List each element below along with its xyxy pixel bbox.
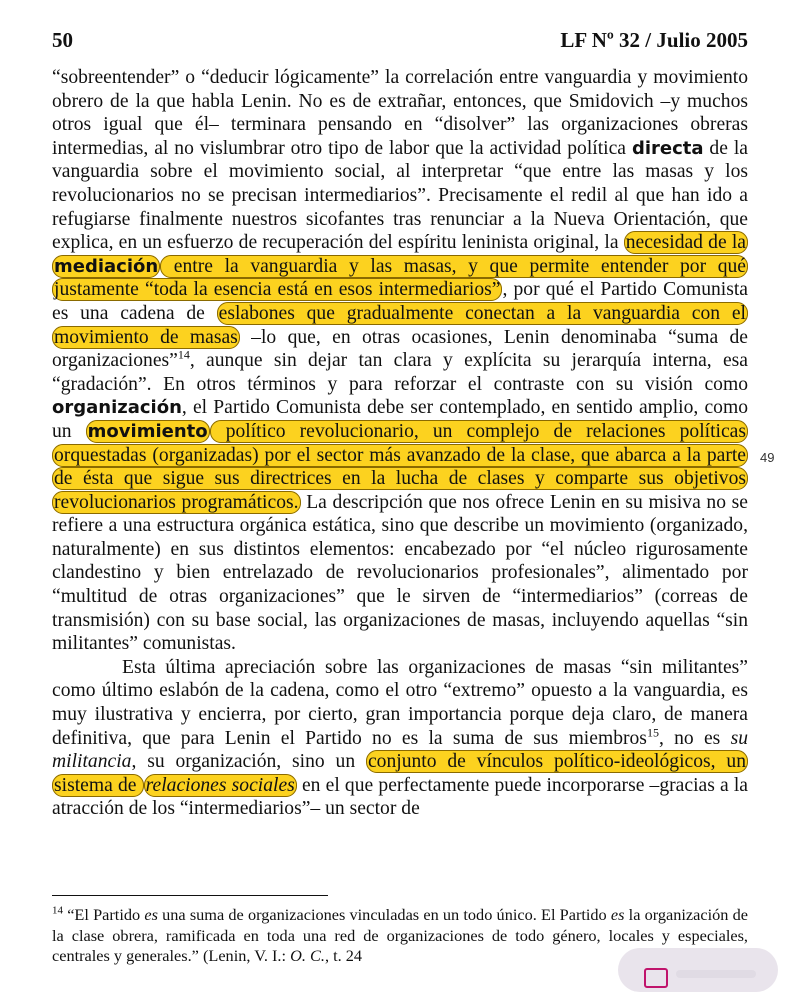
text-run: de la vanguardia sobre el movimiento social, al interpretar “que entre las masas y los revolucionarios no se precisan intermediarios”. Precisamente el redil al que han ido a refugiarse finalmente nuestros sicofantes tras renunciar a la Nueva Orientación, que explica, en un esfuerzo de recuperación del espíritu leninista original, la (52, 137, 749, 254)
italic-term: O. C. (290, 946, 325, 965)
highlight-bold: movimiento (87, 420, 208, 442)
text-run: una suma de organizaciones vinculadas en un todo único. El Partido (157, 905, 611, 924)
text-run: en el que perfectamente puede incorporarse –gracias a la atracción de los “intermediarios”– un sector de (52, 774, 749, 820)
footnote-ref: 14 (177, 347, 190, 362)
text-run: , su organización, sino un (131, 751, 366, 773)
paragraph-1 (52, 66, 748, 656)
footnote-divider (52, 895, 328, 896)
text-run: , el Partido Comunista debe ser contemplado, en sentido amplio, como un (52, 397, 748, 442)
text-run: , aunque sin dejar tan clara y explícita su jerarquía interna, esa “gradación”. En otros términos y para reforzar el contraste con su visión como (52, 350, 748, 395)
highlight-italic: relaciones sociales (145, 774, 295, 796)
italic-term: es (610, 905, 625, 924)
text-run: , por qué el Partido Comunista es una cadena de (52, 279, 748, 324)
text-run: –lo que, en otras ocasiones, Lenin denominaba “suma de organizaciones” (52, 326, 748, 372)
text-run: la organización de la clase obrera, ramificada en toda una red de organizaciones de todo género, locales y especiales, centrales y generales.” (Lenin, V. I.: (52, 905, 748, 965)
page-header (52, 28, 748, 58)
page-number: 50 (52, 28, 73, 52)
fab-label (676, 970, 756, 978)
highlight: político revolucionario, un complejo de relaciones políticas orquestadas (organizadas) por el sector más avanzado de la clase, que abarca a la parte de ésta que sigue sus directrices en la lucha de clases y comparte sus objetivos revolucionarios programáticos. (54, 420, 746, 513)
text-run: , t. 24 (324, 946, 363, 965)
highlight: necesidad de la (625, 232, 746, 254)
journal-title: LF Nº 32 / Julio 2005 (560, 28, 748, 52)
text-run: “sobreentender” o “deducir lógicamente” la correlación entre vanguardia y movimiento obrero de la que habla Lenin. No es de extrañar, entonces, que Smidovich –y muchos otros igual que él– terminara pensando en “disolver” las organizaciones obreras intermedias, al no vislumbrar otro tipo de labor que la actividad política (52, 67, 748, 159)
floating-action-button[interactable] (618, 948, 778, 992)
highlight: conjunto de vínculos político-ideológicos, un sistema de (54, 751, 746, 796)
article-body (52, 66, 748, 821)
footnote-ref: 14 (52, 904, 63, 917)
footnote-ref: 15 (646, 725, 659, 740)
italic-term: su militancia (52, 727, 748, 773)
bold-term: organización (52, 397, 182, 419)
edit-icon (644, 968, 668, 988)
text-run: La descripción que nos ofrece Lenin en su misiva no se refiere a una estructura orgánica estática, sino que describe un movimiento (organizado, naturalmente) en sus distintos elementos: encabezado por “el núcleo rigurosamente clandestino y bien entrelazado de revolucionarios profesionales”, alimentado por “multitud de otras organizaciones” que le sirven de “intermediarios” (correas de transmisión) con su base social, las organizaciones de masas, incluyendo aquellas “sin militantes” comunistas. (52, 491, 748, 655)
italic-term: es (144, 905, 158, 924)
highlight: eslabones que gradualmente conectan a la vanguardia con el movimiento de masas (54, 302, 746, 348)
bold-term: directa (631, 137, 704, 159)
margin-page-marker: 49 (760, 450, 775, 465)
text-run: , no es (658, 727, 731, 749)
text-run: “El Partido (63, 905, 145, 924)
highlight-bold: mediación (54, 255, 159, 277)
text-run: Esta última apreciación sobre las organizaciones de masas “sin militantes” como último eslabón de la cadena, como el otro “extremo” opuesto a la vanguardia, es muy ilustrativa y encierra, por cierto, gran importancia porque deja claro, de manera definitiva, que para Lenin el Partido no es la suma de sus miembros (52, 656, 748, 749)
paragraph-2 (52, 656, 748, 821)
highlight: entre la vanguardia y las masas, y que permite entender por qué justamente “toda la esencia está en esos intermediarios” (54, 255, 746, 301)
